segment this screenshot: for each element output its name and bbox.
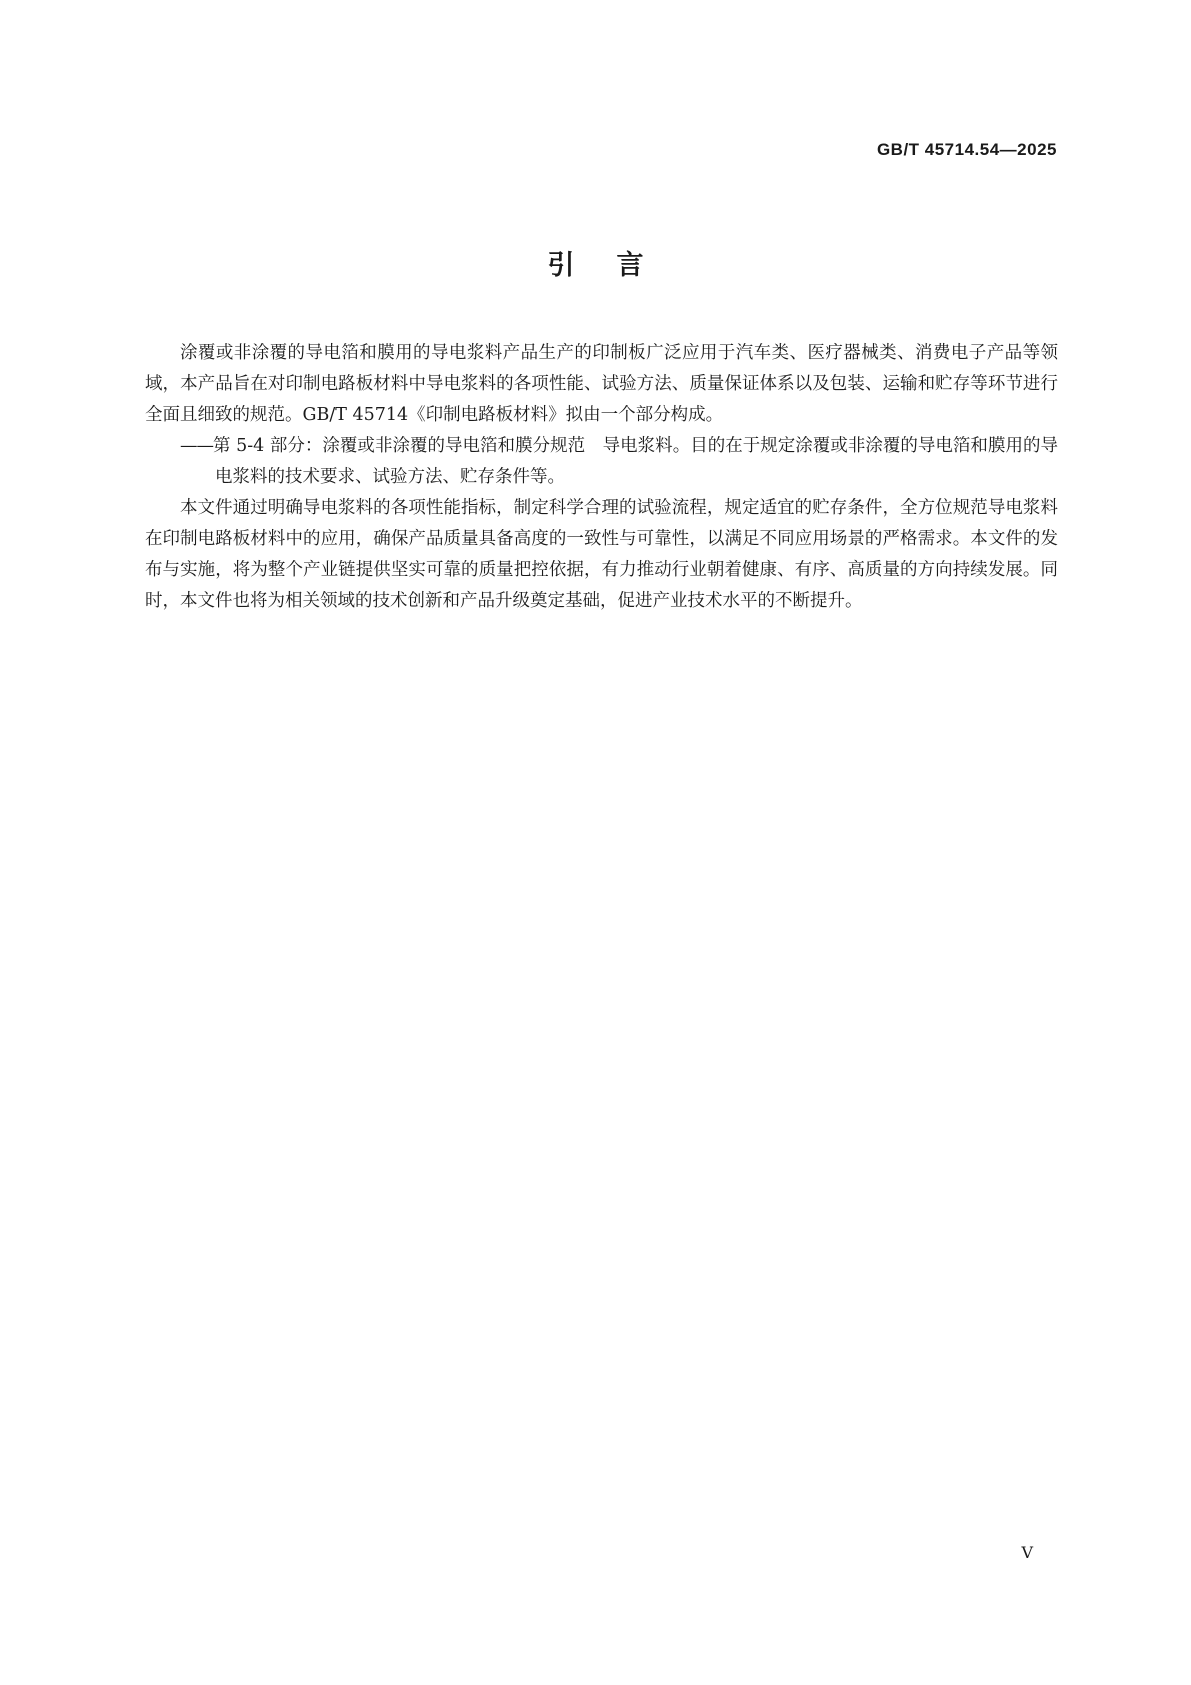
body-text <box>145 338 1058 617</box>
list-dash: —— <box>180 436 213 456</box>
list-item-text: 第 5-4 部分：涂覆或非涂覆的导电箔和膜分规范 导电浆料。目的在于规定涂覆或非涂覆的导电箔和膜用的导电浆料的技术要求、试验方法、贮存条件等。 <box>213 436 1058 487</box>
paragraph-intro: 涂覆或非涂覆的导电箔和膜用的导电浆料产品生产的印制板广泛应用于汽车类、医疗器械类、消费电子产品等领域，本产品旨在对印制电路板材料中导电浆料的各项性能、试验方法、质量保证体系以及包装、运输和贮存等环节进行全面且细致的规范。GB/T 45714《印制电路板材料》拟由一个部分构成。 <box>145 343 1058 425</box>
page-number: V <box>1021 1543 1033 1562</box>
standard-number: GB/T 45714.54—2025 <box>876 140 1057 159</box>
list-item-part-5-4 <box>145 431 1058 493</box>
paragraph-purpose: 本文件通过明确导电浆料的各项性能指标，制定科学合理的试验流程，规定适宜的贮存条件，全方位规范导电浆料在印制电路板材料中的应用，确保产品质量具备高度的一致性与可靠性，以满足不同应用场景的严格需求。本文件的发布与实施，将为整个产业链提供坚实可靠的质量把控依据，有力推动行业朝着健康、有序、高质量的方向持续发展。同时，本文件也将为相关领域的技术创新和产品升级奠定基础，促进产业技术水平的不断提升。 <box>145 498 1058 611</box>
section-title: 引言 <box>547 250 686 281</box>
